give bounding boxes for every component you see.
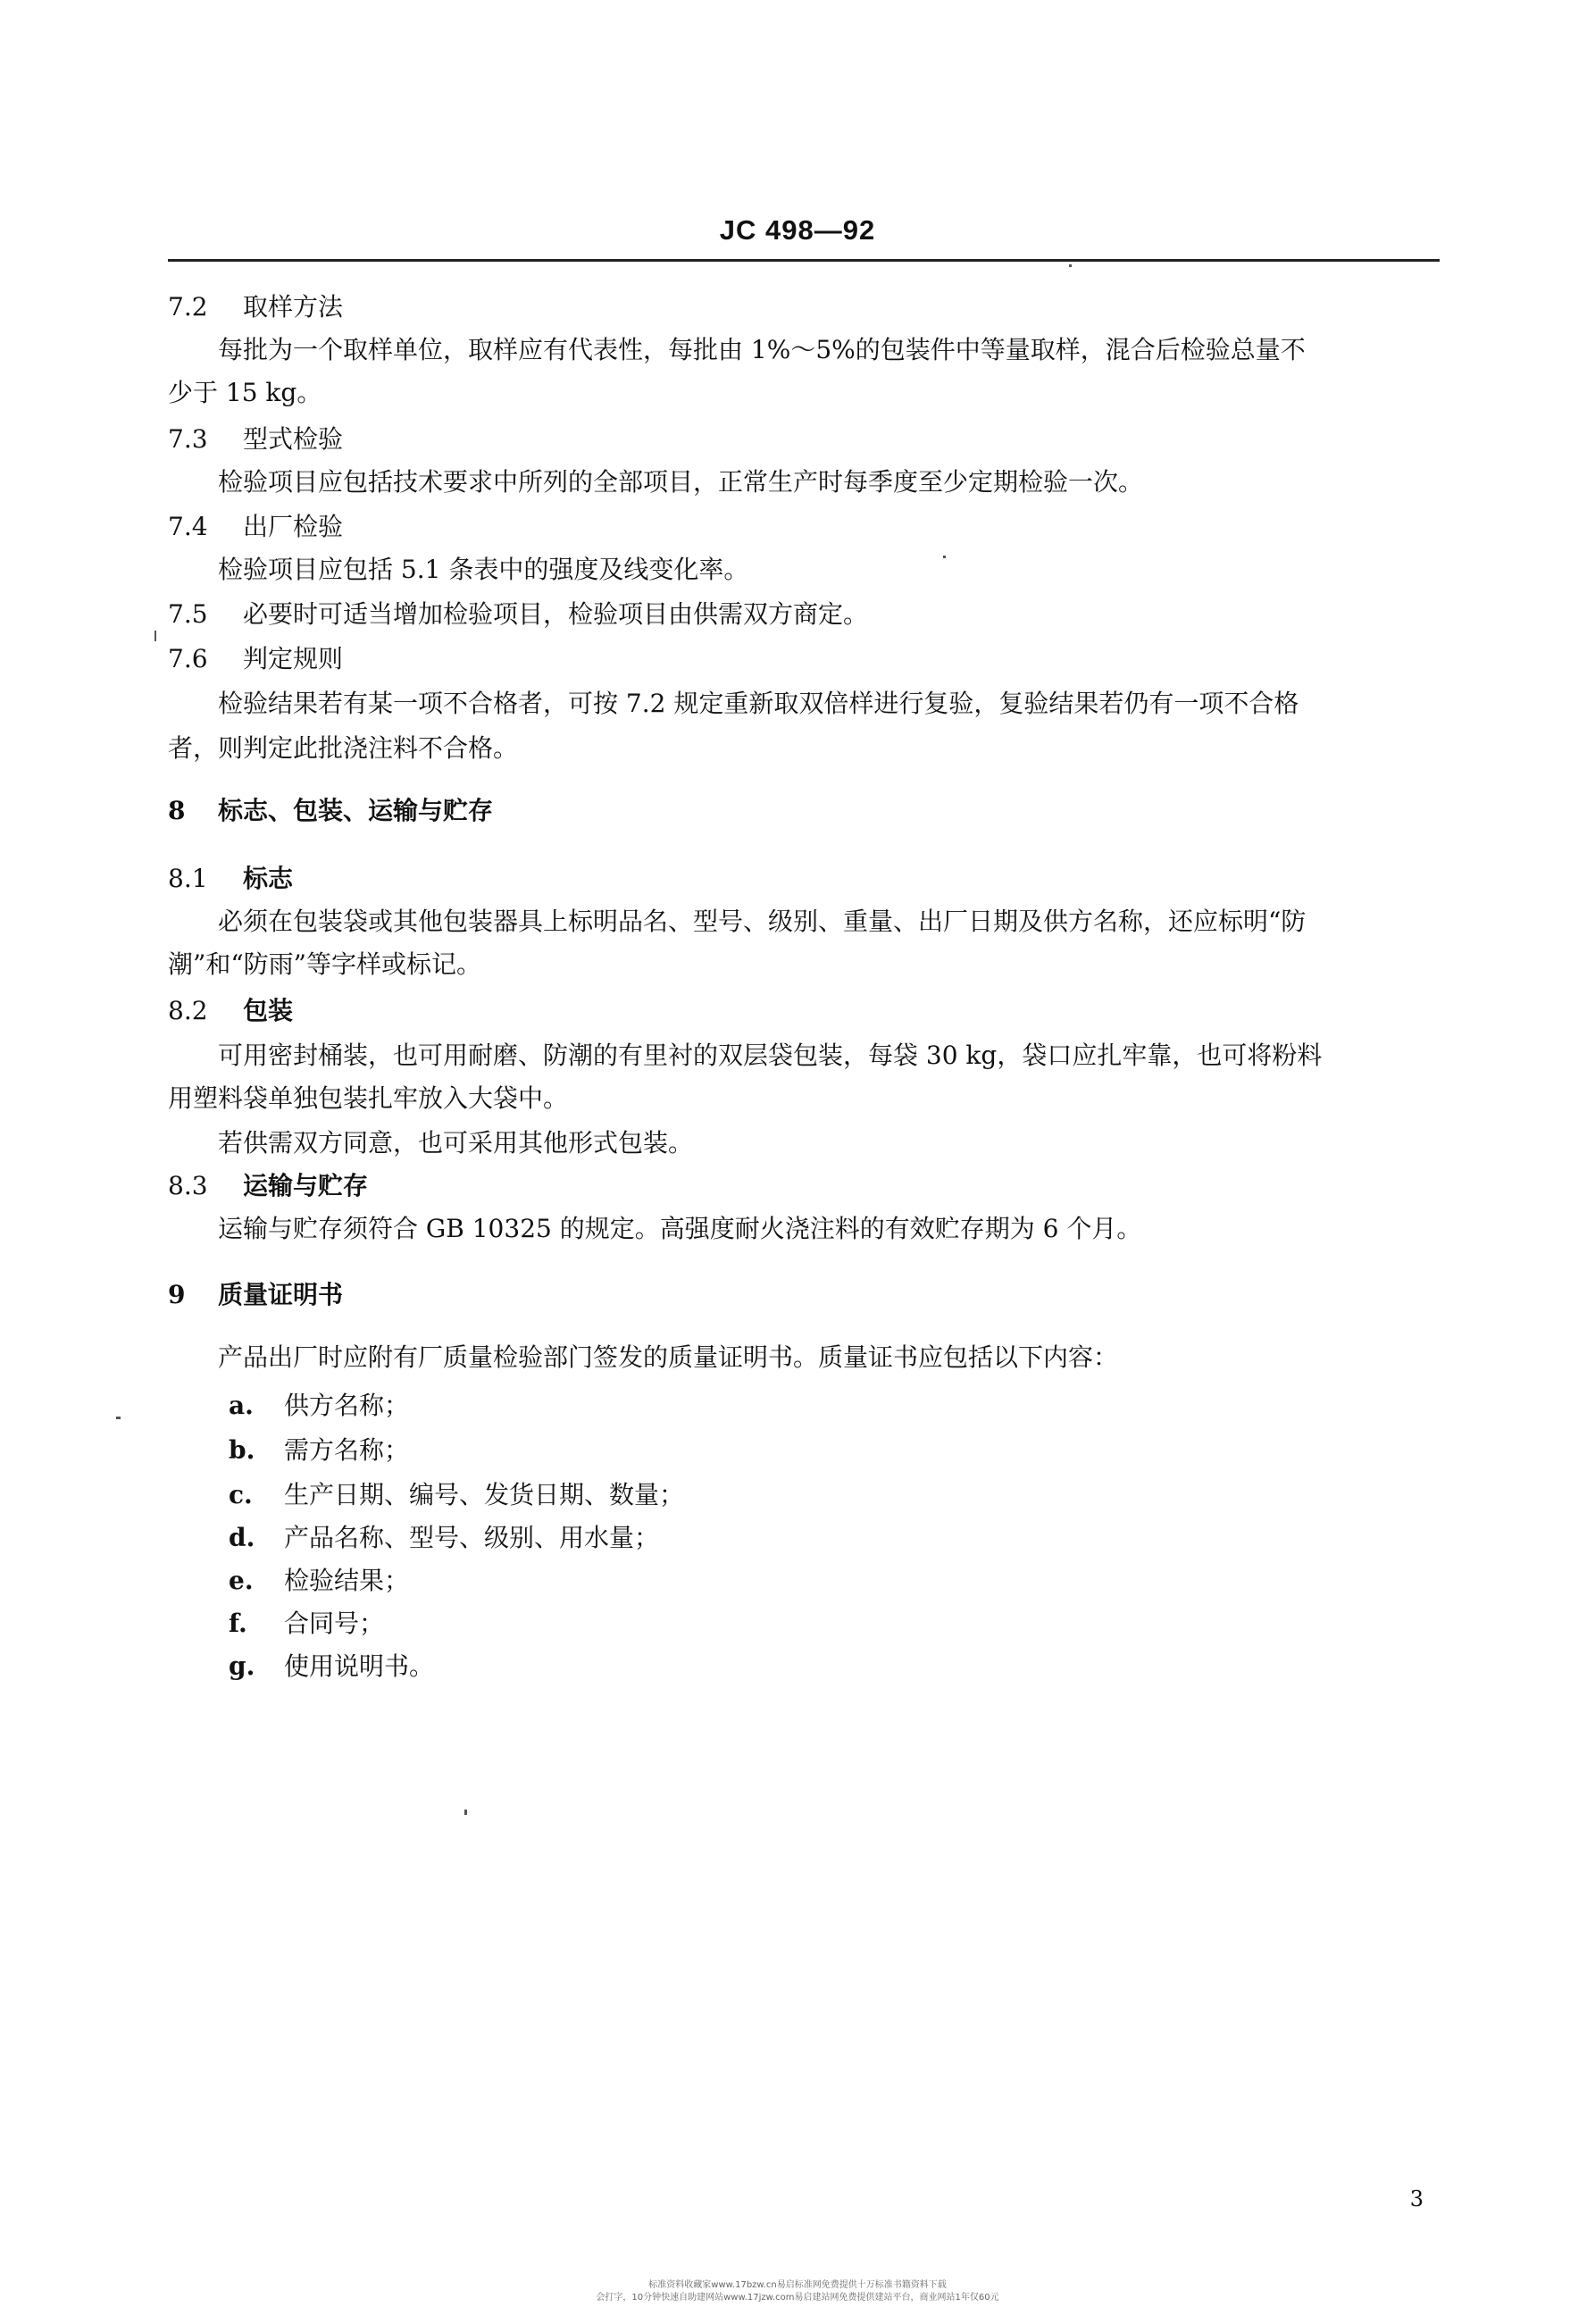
list-item [229,1565,409,1597]
list-item [229,1434,409,1467]
section-title: 型式检验 [243,424,344,454]
section-8-2-body-line2: 用塑料袋单独包装扎牢放入大袋中。 [168,1083,569,1113]
list-item [229,1651,434,1683]
section-title: 标志 [243,864,294,893]
section-8-2-body-line1: 可用密封桶装，也可用耐磨、防潮的有里衬的双层袋包装，每袋 30 kg，袋口应扎牢靠，也可将粉料 [218,1041,1323,1070]
section-8-2-heading [168,995,293,1027]
section-7-2-body-line2: 少于 15 kg。 [168,378,322,407]
list-item-letter: f. [229,1609,247,1638]
section-title: 取样方法 [243,292,344,322]
list-item-letter: b. [229,1435,255,1465]
page-number: 3 [1409,2186,1424,2211]
section-7-4-heading [168,511,343,543]
section-9-intro: 产品出厂时应附有厂质量检验部门签发的质量证明书。质量证书应包括以下内容： [218,1342,1119,1372]
list-item [229,1608,384,1640]
list-item-letter: c. [229,1480,253,1509]
section-number: 7.2 [168,292,208,322]
section-number: 8.1 [168,864,208,893]
section-7-3-heading [168,423,343,456]
section-number: 9 [168,1280,186,1309]
list-item-letter: d. [229,1523,255,1552]
list-item-letter: a. [229,1391,254,1420]
scan-speck [1069,264,1072,267]
section-number: 8 [168,796,186,825]
section-7-3-body: 检验项目应包括技术要求中所列的全部项目，正常生产时每季度至少定期检验一次。 [218,467,1144,497]
list-item-text: 供方名称； [284,1391,410,1420]
section-title: 质量证明书 [218,1280,344,1309]
section-8-3-heading [168,1170,368,1202]
list-item-letter: e. [229,1566,254,1595]
list-item [229,1390,409,1422]
standard-code-header: JC 498—92 [719,214,876,246]
scan-speck [943,556,946,558]
section-7-5 [168,598,868,631]
list-item-text: 使用说明书。 [284,1651,435,1681]
section-number: 8.3 [168,1171,208,1200]
header-rule [168,259,1440,262]
list-item [229,1522,659,1554]
section-8-2-body-line3: 若供需双方同意，也可采用其他形式包装。 [218,1128,694,1158]
list-item-text: 合同号； [284,1609,385,1638]
footer-line: 会打字，10分钟快速自助建网站www.17jzw.com易启建站网免费提供建站平台，商业网站1年仅60元 [596,2293,999,2303]
list-item-text: 检验结果； [284,1566,410,1595]
scan-speck [154,631,156,641]
section-title: 判定规则 [243,644,344,673]
section-8-1-body-line1: 必须在包装袋或其他包装器具上标明品名、型号、级别、重量、出厂日期及供方名称，还应标明“防 [218,907,1307,936]
section-title: 运输与贮存 [243,1171,369,1200]
section-7-6-body-line1: 检验结果若有某一项不合格者，可按 7.2 规定重新取双倍样进行复验，复验结果若仍有一项不合格 [218,689,1299,718]
list-item-text: 产品名称、型号、级别、用水量； [284,1523,660,1552]
section-8-1-body-line2: 潮”和“防雨”等字样或标记。 [168,949,481,979]
section-title: 出厂检验 [243,512,344,541]
section-title: 包装 [243,996,294,1025]
section-number: 8.2 [168,996,208,1025]
section-number: 7.4 [168,512,208,541]
section-number: 7.6 [168,644,208,673]
list-item [229,1479,684,1511]
section-9-heading [168,1279,343,1311]
footer-line: 标准资料收藏家www.17bzw.cn易启标准网免费提供十万标准书籍资料下载 [648,2280,947,2290]
section-number: 7.5 [168,599,208,629]
scan-speck [116,1417,121,1419]
scan-speck [464,1810,467,1815]
section-7-2-body-line1: 每批为一个取样单位，取样应有代表性，每批由 1%～5%的包装件中等量取样，混合后检验总量不 [218,335,1306,364]
section-8-heading [168,795,493,827]
scan-footer [0,2279,1595,2304]
section-number: 7.3 [168,424,208,454]
section-7-6-heading [168,643,343,675]
section-8-1-heading [168,863,293,895]
section-text: 必要时可适当增加检验项目，检验项目由供需双方商定。 [243,599,869,629]
section-title: 标志、包装、运输与贮存 [218,796,494,825]
list-item-letter: g. [229,1651,255,1681]
section-7-2-heading [168,291,343,323]
section-8-3-body: 运输与贮存须符合 GB 10325 的规定。高强度耐火浇注料的有效贮存期为 6 个月。 [218,1214,1142,1243]
list-item-text: 需方名称； [284,1435,410,1465]
section-7-6-body-line2: 者，则判定此批浇注料不合格。 [168,733,519,763]
list-item-text: 生产日期、编号、发货日期、数量； [284,1480,685,1509]
section-7-4-body: 检验项目应包括 5.1 条表中的强度及线变化率。 [218,555,749,584]
